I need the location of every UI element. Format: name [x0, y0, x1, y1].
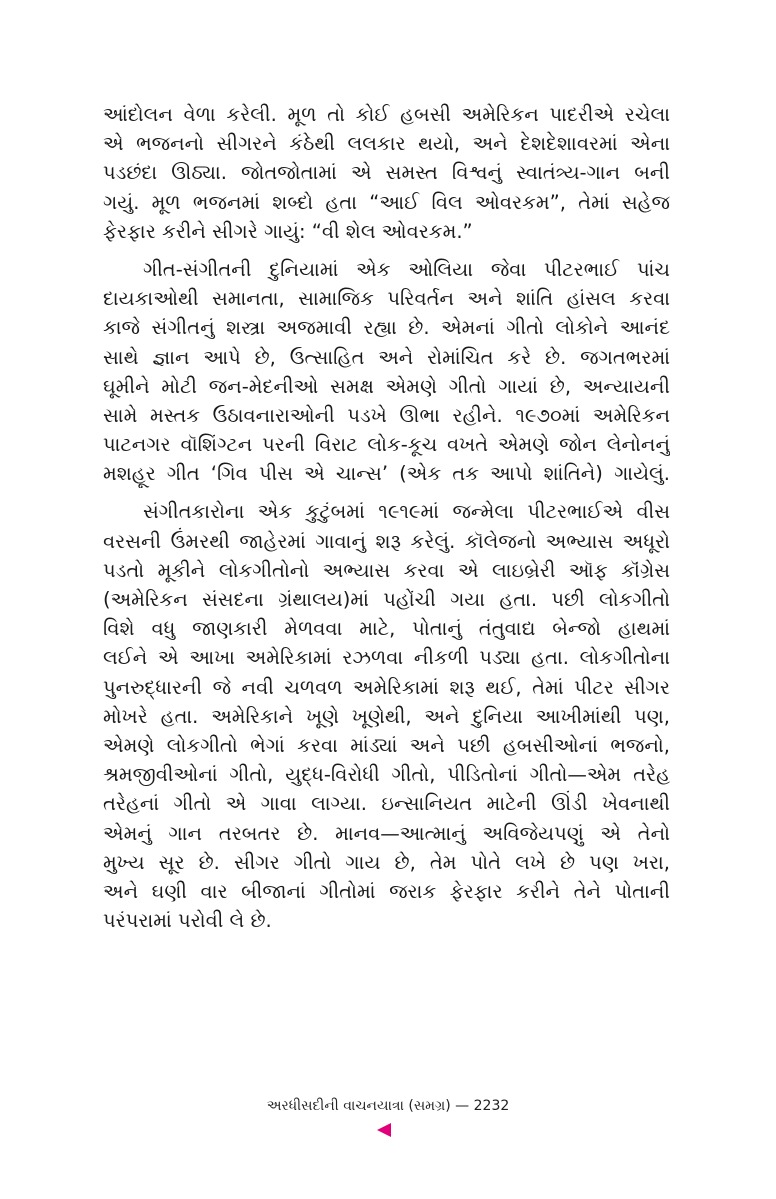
text-line: અને ઘણી વાર બીજાનાં ગીતોમાં જરાક ફેરફાર કરીને તેને પોતાની — [103, 879, 670, 903]
text-line: દાયકાઓથી સમાનતા, સામાજિક પરિવર્તન અને શાંતિ હાંસલ કરવા — [103, 287, 670, 311]
text-line: પડતો મૂકીને લોકગીતોનો અભ્યાસ કરવા એ લાઇબ્રેરી ઑફ કૉંગ્રેસ — [103, 558, 670, 582]
text-line: પડછંદા ઊઠ્યા. જોતજોતામાં એ સમસ્ત વિશ્વનું સ્વાતંત્ર્ય-ગાન બની — [103, 161, 670, 185]
text-line: મોખરે હતા. અમેરિકાને ખૂણે ખૂણેથી, અને દુનિયા આખીમાંથી પણ, — [103, 704, 670, 728]
text-line: ઘૂમીને મોટી જન-મેદનીઓ સમક્ષ એમણે ગીતો ગાયાં છે, અન્યાયની — [103, 374, 670, 398]
text-line: સામે મસ્તક ઉઠાવનારાઓની પડખે ઊભા રહીને. ૧૯૭૦માં અમેરિકન — [103, 403, 670, 427]
text-line: વિશે વધુ જાણકારી મેળવવા માટે, પોતાનું તંતુવાદ્ય બેન્જો હાથમાં — [103, 617, 670, 641]
paragraph-2 — [103, 255, 670, 489]
text-line: એમણે લોકગીતો ભેગાં કરવા માંડ્યાં અને પછી હબસીઓનાં ભજનો, — [103, 733, 670, 757]
previous-page-icon[interactable] — [377, 1123, 391, 1137]
text-line: ગયું. મૂળ ભજનમાં શબ્દો હતા “આઈ વિલ ઓવરકમ”, તેમાં સહેજ — [103, 190, 670, 214]
text-line: વરસની ઉંમરથી જાહેરમાં ગાવાનું શરૂ કરેલું. કૉલેજનો અભ્યાસ અધૂરો — [103, 529, 670, 553]
text-line: પાટનગર વૉશિંગ્ટન પરની વિરાટ લોક-કૂચ વખતે એમણે જોન લેનોનનું — [103, 433, 670, 457]
text-line: સંગીતકારોના એક કુટુંબમાં ૧૯૧૯માં જન્મેલા પીટરભાઈએ વીસ — [143, 500, 670, 524]
text-line: લઈને એ આખા અમેરિકામાં રઝળવા નીકળી પડ્યા હતા. લોકગીતોના — [103, 646, 670, 670]
page-footer: અરધીસદીની વાચનયાત્રા (સમગ્ર) — 2232 — [266, 1098, 510, 1114]
text-line: શ્રમજીવીઓનાં ગીતો, યુદ્ધ-વિરોધી ગીતો, પીડિતોનાં ગીતો—એમ તરેહ — [103, 763, 670, 787]
text-line: આંદોલન વેળા કરેલી. મૂળ તો કોઈ હબસી અમેરિકન પાદરીએ રચેલા — [103, 103, 670, 126]
text-line: (અમેરિકન સંસદના ગ્રંથાલય)માં પહોંચી ગયા હતા. પછી લોકગીતો — [103, 588, 670, 611]
text-line: મશહૂર ગીત ‘ગિવ પીસ એ ચાન્સ’ (એક તક આપો શાંતિને) ગાયેલું. — [103, 462, 670, 486]
page-body — [103, 100, 670, 935]
text-line: એ ભજનનો સીગરને કંઠેથી લલકાર થયો, અને દેશદેશાવરમાં એના — [103, 132, 670, 156]
paragraph-3 — [103, 497, 670, 935]
paragraph-1 — [103, 100, 670, 246]
text-line: ગીત-સંગીતની દુનિયામાં એક ઓલિયા જેવા પીટરભાઈ પાંચ — [143, 257, 670, 281]
text-line: ફેરફાર કરીને સીગરે ગાયું: “વી શેલ ઓવરકમ.” — [103, 219, 473, 243]
text-line: તરેહનાં ગીતો એ ગાવા લાગ્યા. ઇન્સાનિયત માટેની ઊંડી ખેવનાથી — [103, 792, 670, 816]
text-line: મુખ્ય સૂર છે. સીગર ગીતો ગાય છે, તેમ પોતે લખે છે પણ ખરા, — [103, 850, 670, 874]
text-line: કાજે સંગીતનું શસ્ત્રા અજમાવી રહ્યા છે. એમનાં ગીતો લોકોને આનંદ — [103, 316, 670, 340]
text-line: પુનરુદ્ધારની જે નવી ચળવળ અમેરિકામાં શરૂ થઈ, તેમાં પીટર સીગર — [103, 675, 670, 699]
text-line: સાથે જ્ઞાન આપે છે, ઉત્સાહિત અને રોમાંચિત કરે છે. જગતભરમાં — [103, 345, 670, 369]
text-line: પરંપરામાં પરોવી લે છે. — [103, 909, 272, 933]
text-line: એમનું ગાન તરબતર છે. માનવ—આત્માનું અવિજેયપણું એ તેનો — [103, 821, 670, 845]
